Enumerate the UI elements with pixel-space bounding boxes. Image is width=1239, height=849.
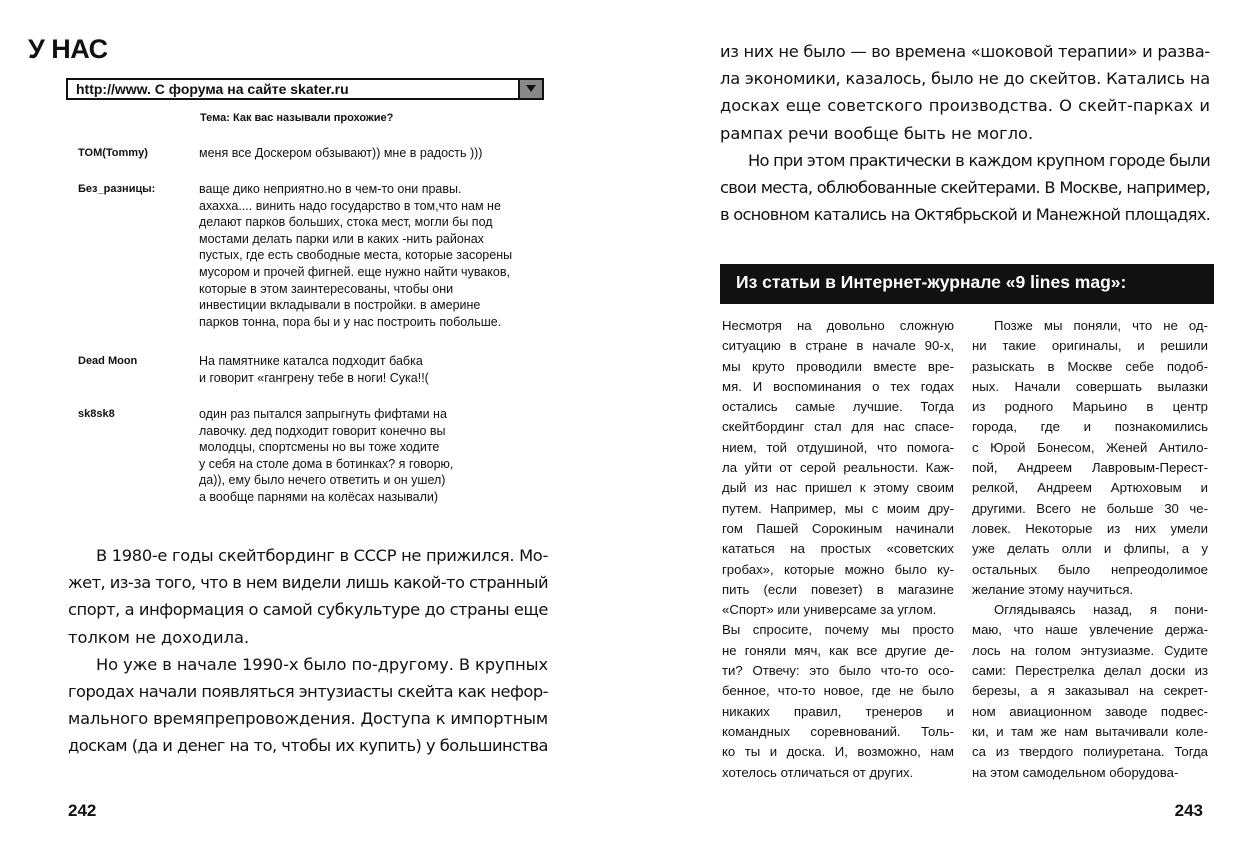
post-line: пустых, где есть свободные места, которые засорены	[199, 248, 513, 263]
text-line: другими. Всего не больше 30 че-	[972, 500, 1208, 516]
right-page	[640, 0, 1239, 849]
post-message	[199, 181, 539, 330]
post-line: молодцы, спортсмены но вы тоже ходите	[199, 440, 440, 455]
forum-topic: Тема: Как вас называли прохожие?	[200, 112, 394, 124]
post-author: Без_разницы:	[78, 183, 156, 195]
text-line: с Юрой Бонесом, Женей Антило-	[972, 439, 1208, 455]
text-line: Несмотря на довольно сложную	[722, 318, 954, 333]
post-line: которые в этом заинтересованы, чтобы они	[199, 281, 454, 296]
text-line: путем. Например, мы с моим дру-	[722, 500, 954, 516]
text-line: жет, из-за того, что в нем видели лишь какой-то странный	[68, 573, 548, 593]
text-line: городах начали появляться энтузиасты скейта как нефор-	[68, 682, 548, 702]
text-line: на этом самодельном оборудова-	[972, 764, 1179, 780]
text-line: Но уже в начале 1990-х было по-другому. В крупных	[96, 654, 548, 674]
post-line: мусором и прочей фигней. еще нужно найти чуваков,	[199, 264, 510, 279]
text-line: дый из нас пришел к этому своим	[722, 480, 954, 496]
post-message	[199, 145, 539, 162]
post-author: TOM(Tommy)	[78, 147, 148, 159]
post-line: мостами делать парки или в каких -нить районах	[199, 231, 484, 246]
post-line: инвестиции вкладывали в постройки. в америне	[199, 298, 481, 313]
text-line: нием, той отдушиной, что помога-	[722, 439, 954, 455]
text-line: бенное, что-то новое, где не было	[722, 683, 954, 699]
text-line: ном авиационном заводе подвес-	[972, 703, 1208, 719]
text-line: ти? Отвечу: это было что-то осо-	[722, 663, 954, 679]
text-line: никаких правил, тренеров и	[722, 703, 954, 719]
text-line: ловек. Некоторые из них умели	[972, 520, 1208, 536]
post-line: а вообще парнями на колёсах называли)	[199, 489, 439, 504]
article-title-bar	[720, 264, 1214, 304]
text-line: остальных было непреодолимое	[972, 561, 1208, 577]
text-line: Вы спросите, почему мы просто	[722, 622, 954, 638]
article-column-2	[972, 316, 1208, 783]
text-line: не гоняли мяч, как все другие де-	[722, 642, 954, 658]
text-line: командных соревнований. Толь-	[722, 723, 954, 739]
post-author: sk8sk8	[78, 408, 115, 420]
post-message	[199, 406, 539, 506]
post-line: делают парков больших, стока мест, могли бы под	[199, 215, 493, 230]
text-line: остались самые лучшие. Тогда	[722, 399, 954, 415]
left-page	[0, 0, 610, 849]
text-line: хотелось отличаться от других.	[722, 764, 914, 780]
text-line: ко ты и доска. И, возможно, нам	[722, 744, 954, 760]
text-line: пой, Андреем Лавровым-Перест-	[972, 460, 1208, 476]
text-line: ных. Начали совершать вылазки	[972, 378, 1208, 394]
text-line: мы круто проводили вместе вре-	[722, 358, 954, 374]
text-line: сами: Перестрелка делал доски из	[972, 663, 1208, 679]
post-line: у себя на столе дома в ботинках? я говорю,	[199, 456, 454, 471]
post-message	[199, 353, 539, 386]
text-line: мального времяпрепровождения. Доступа к импортным	[68, 709, 548, 729]
post-line: и говорит «гангрену тебе в ноги! Сука!!(	[199, 370, 429, 385]
forum-address-bar	[66, 78, 544, 100]
text-line: спорт, а информация о самой субкультуре до страны еще	[68, 600, 548, 620]
post-line: ваще дико неприятно.но в чем-то они правы.	[199, 182, 462, 196]
text-line: из них не было — во времена «шоковой терапии» и разва-	[720, 42, 1210, 61]
text-line: толком не доходила.	[68, 627, 250, 647]
text-line: гом Пашей Сорокиным начинали	[722, 520, 954, 536]
post-line: один раз пытался запрыгнуть фифтами на	[199, 407, 447, 421]
text-line: города, где и познакомились	[972, 419, 1208, 435]
text-line: из родного Марьино в центр	[972, 399, 1208, 415]
text-line: ла уйти от серой реальности. Каж-	[722, 460, 954, 476]
forum-header-text: http://www. С форума на сайте skater.ru	[76, 81, 349, 97]
text-line: ки, и там же нам вытачивали коле-	[972, 723, 1208, 739]
text-line: ни такие оригиналы, и решили	[972, 338, 1208, 354]
text-line: желание этому научиться.	[972, 581, 1134, 597]
text-line: пить (если повезет) в магазине	[722, 581, 954, 597]
article-column-1	[722, 316, 954, 783]
dropdown-arrow-icon	[518, 80, 542, 98]
text-line: В 1980-е годы скейтбординг в СССР не прижился. Мо-	[96, 546, 548, 565]
text-line: ситуацию в стране в начале 90-х,	[722, 338, 954, 354]
text-line: са из твердого полиуретана. Тогда	[972, 744, 1208, 760]
text-line: Позже мы поняли, что не од-	[994, 318, 1208, 333]
text-line: мя. И воспоминания о тех годах	[722, 378, 954, 394]
text-line: маю, что наше увлечение держа-	[972, 622, 1208, 638]
body-text	[68, 542, 548, 760]
text-line: рампах речи вообще быть не могло.	[720, 123, 1034, 143]
body-text	[720, 38, 1210, 228]
post-line: ахахха.... винить надо государство в том,что нам не	[199, 198, 501, 213]
text-line: кататься на простых «советских	[722, 541, 954, 557]
article-title: Из статьи в Интернет-журнале «9 lines mag»:	[736, 272, 1127, 292]
text-line: релкой, Андреем Артюховым и	[972, 480, 1208, 496]
post-line: лавочку. дед подходит говорит конечно вы	[199, 423, 446, 438]
text-line: в основном катались на Октябрьской и Манежной площадях.	[720, 205, 1210, 225]
text-line: лось на голом энтузиазме. Судите	[972, 642, 1208, 658]
text-line: гробах», которые можно было ку-	[722, 561, 954, 577]
post-author: Dead Moon	[78, 355, 138, 367]
text-line: уже делать олли и флипы, а у	[972, 541, 1208, 557]
text-line: досках еще советского производства. О скейт-парках и	[720, 96, 1210, 116]
text-line: «Спорт» или универсаме за углом.	[722, 602, 937, 618]
text-line: Оглядываясь назад, я пони-	[994, 602, 1208, 618]
text-line: скейтбординг стал для нас спасе-	[722, 419, 954, 435]
page-number: 243	[1174, 801, 1203, 820]
text-line: доскам (да и денег на то, чтобы их купить) у большинства	[68, 736, 548, 756]
text-line: ла экономики, казалось, было не до скейтов. Катались на	[720, 69, 1210, 89]
text-line: Но при этом практически в каждом крупном городе были	[748, 150, 1210, 170]
page-number: 242	[68, 801, 97, 820]
text-line: березы, а я заказывал на секрет-	[972, 683, 1208, 699]
post-line: да)), ему было нечего ответить и он ушел)	[199, 473, 446, 488]
section-title: У НАС	[28, 34, 108, 64]
post-line: парков тонна, пора бы и у нас построить побольше.	[199, 314, 502, 329]
post-line: На памятнике каталса подходит бабка	[199, 354, 423, 368]
text-line: разыскать в Москве себе подоб-	[972, 358, 1208, 374]
text-line: свои места, облюбованные скейтерами. В Москве, например,	[720, 178, 1210, 198]
post-line: меня все Доскером обзывают)) мне в радость )))	[199, 146, 483, 160]
